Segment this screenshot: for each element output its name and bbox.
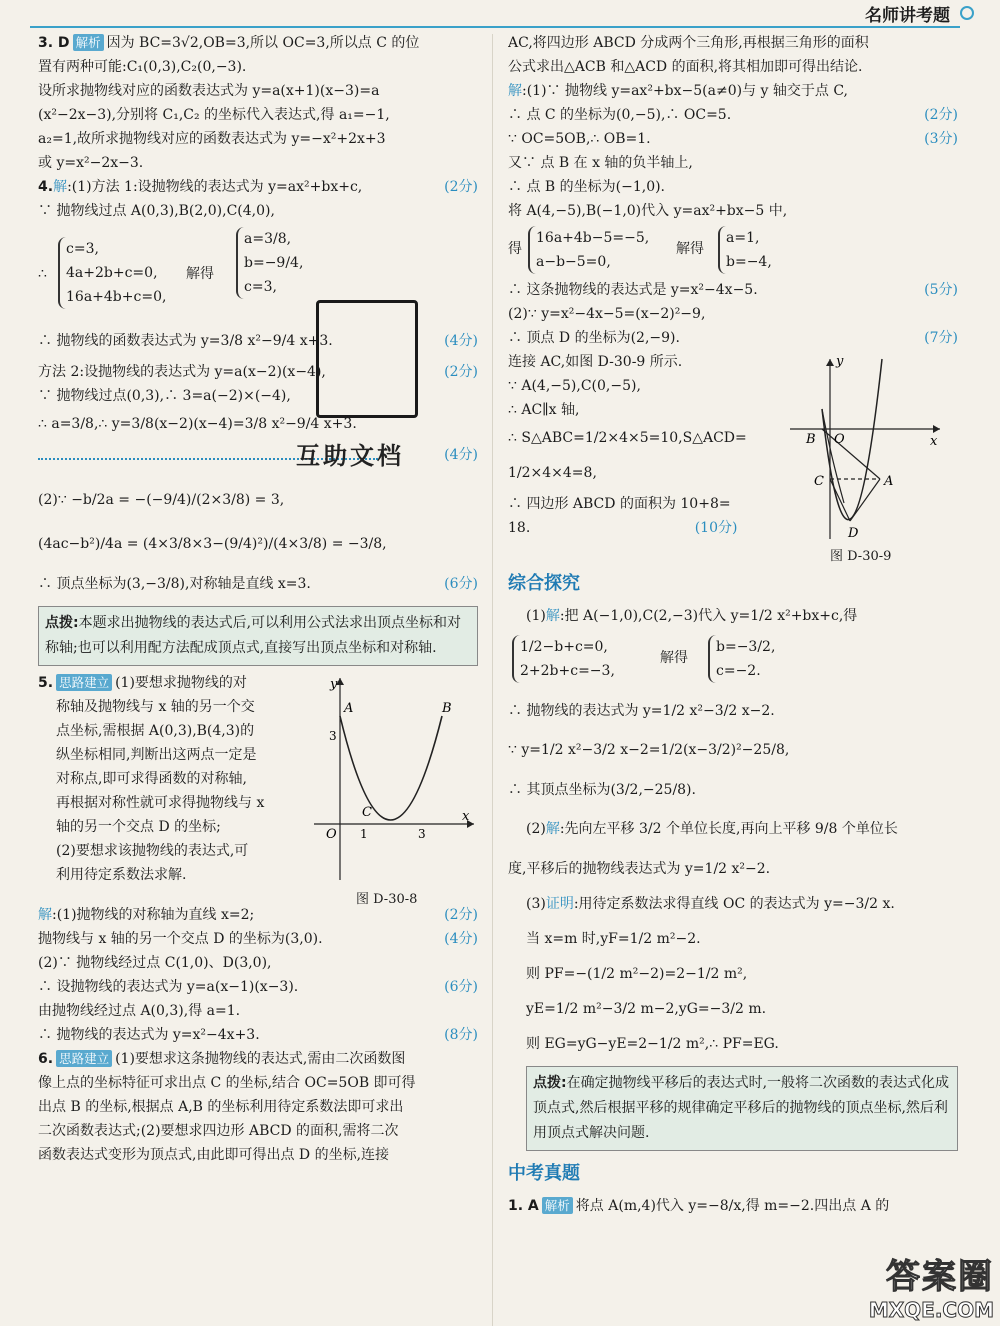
tick-label-x-1: 1 [360, 827, 368, 841]
q3-text: 因为 BC=3√2,OB=3,所以 OC=3,所以点 C 的位 [106, 35, 420, 51]
solution-value: a=1, [726, 230, 760, 246]
z-text: :先向左平移 3/2 个单位长度,再向上平移 9/8 个单位长 [559, 821, 898, 837]
q5-solution-3: (2)∵ 抛物线经过点 C(1,0)、D(3,0), [38, 955, 272, 971]
tip-text: 在确定抛物线平移后的表达式时,一般将二次函数的表达式化成顶点式,然后根据平移的规律确定平移后的抛物线的顶点坐标,然后利用顶点式解决问题. [533, 1075, 950, 1141]
q5-block [38, 674, 478, 906]
solution-tag: 解 [38, 907, 52, 923]
header-rule [30, 26, 960, 28]
solution-tag: 解 [53, 179, 68, 195]
q6-number: 6. [38, 1051, 54, 1067]
q5-solution-4 [38, 978, 478, 997]
axis-label-x: x [930, 434, 938, 449]
equation: 1/2−b+c=0, [520, 639, 608, 655]
score-mark: (6分) [441, 571, 478, 597]
q4-text: ∴ 抛物线的函数表达式为 y=3/8 x²−9/4 x+3. [38, 333, 333, 349]
therefore-symbol: ∴ [38, 266, 47, 282]
q3-line-6: 或 y=x²−2x−3. [38, 155, 144, 171]
section-heading-comprehensive: 综合探究 [508, 573, 580, 594]
q4-line-6: ∴ a=3/8,∴ y=3/8(x−2)(x−4)=3/8 x²−9/4 x+3. [38, 416, 357, 432]
q6-line-5: 函数表达式变形为顶点式,由此即可得出点 D 的坐标,连接 [38, 1147, 390, 1163]
solution-system [236, 227, 303, 299]
q6-line-4: 二次函数表达式;(2)要想求四边形 ABCD 的面积,需将二次 [38, 1123, 399, 1139]
score-mark: (3分) [921, 130, 958, 149]
q5-line-6: 再根据对称性就可求得抛物线与 x [56, 795, 265, 811]
axis-label-y: y [330, 677, 338, 692]
q5-text: (1)要想求抛物线的对 [115, 675, 247, 691]
z-equation-system [508, 631, 958, 693]
q6-text: ∴ 这条抛物线的表达式是 y=x²−4x−5. [508, 282, 758, 298]
q3-number: 3. D [38, 35, 70, 51]
q5-line-8: (2)要想求该抛物线的表达式,可 [56, 843, 249, 859]
q4-number: 4. [38, 179, 54, 195]
q5-text: 抛物线与 x 轴的另一个交点 D 的坐标为(3,0). [38, 931, 323, 947]
q6-solution-8: (2)∵ y=x²−4x−5=(x−2)²−9, [508, 306, 706, 322]
q3-line-2: 置有两种可能:C₁(0,3),C₂(0,−3). [38, 59, 247, 75]
equation-system [58, 237, 166, 309]
q6-line-1 [38, 1050, 478, 1069]
q4-line-2: ∵ 抛物线过点 A(0,3),B(2,0),C(4,0), [38, 203, 275, 219]
stamp-text: 互助文档 [296, 442, 404, 470]
score-mark: (2分) [441, 178, 478, 197]
q6-solution-3 [508, 130, 958, 149]
equation: c=3, [66, 241, 99, 257]
q6-figure-block [508, 353, 958, 563]
tick-label-y-3: 3 [329, 729, 337, 743]
z-line-11: 则 EG=yG−yE=2−1/2 m²,∴ PF=EG. [526, 1036, 779, 1052]
solution-value: b=−9/4, [244, 255, 304, 271]
left-column [38, 34, 478, 1326]
exam-text: 将点 A(m,4)代入 y=−8/x,得 m=−2.四出点 A 的 [575, 1198, 890, 1214]
z-tip-box [526, 1066, 958, 1151]
parabola-figure-d30-9 [786, 353, 946, 543]
solution-tag: 解 [508, 83, 522, 99]
q6-cont-1: AC,将四边形 ABCD 分成两个三角形,再根据三角形的面积 [508, 35, 869, 51]
q6-solution-2 [508, 106, 958, 125]
q6-solution-13: ∴ S△ABC=1/2×4×5=10,S△ACD= [508, 430, 747, 446]
section-heading-exam: 中考真题 [508, 1163, 580, 1184]
q6-solution-15: ∴ 四边形 ABCD 的面积为 10+8= [508, 496, 731, 512]
axis-label-x: x [462, 809, 470, 824]
solve-label: 解得 [660, 650, 688, 666]
score-mark: (7分) [921, 329, 958, 348]
q4-text: :(1)方法 1:设抛物线的表达式为 y=ax²+bx+c, [67, 179, 363, 195]
score-mark: (8分) [441, 1026, 478, 1045]
solve-label: 解得 [186, 266, 214, 282]
q4-line-9 [38, 571, 478, 597]
figure-caption: 图 D-30-9 [830, 549, 892, 564]
q6-text: ∴ 点 C 的坐标为(0,−5),∴ OC=5. [508, 107, 732, 123]
score-mark: (4分) [441, 328, 478, 354]
solution-system [708, 635, 775, 683]
score-mark: (10分) [694, 520, 738, 536]
tip-title: 点拨: [533, 1075, 567, 1091]
get-label: 得 [508, 241, 522, 257]
q5-line-4: 纵坐标相同,判断出这两点一定是 [56, 747, 257, 763]
q6-solution-1 [508, 82, 958, 101]
q5-solution-6 [38, 1026, 478, 1045]
exam-q1-line [508, 1197, 958, 1216]
z-line-6: 度,平移后的抛物线表达式为 y=1/2 x²−2. [508, 861, 771, 877]
part-number: (3) [526, 896, 546, 912]
header-circle-icon [960, 6, 974, 20]
equation: 2+2b+c=−3, [520, 663, 615, 679]
q6-solution-5: ∴ 点 B 的坐标为(−1,0). [508, 179, 666, 195]
q4-text: ∴ 顶点坐标为(3,−3/8),对称轴是直线 x=3. [38, 576, 311, 592]
q6-line-2: 像上点的坐标特征可求出点 C 的坐标,结合 OC=5OB 即可得 [38, 1075, 416, 1091]
q3-line-4: (x²−2x−3),分别将 C₁,C₂ 的坐标代入表达式,得 a₁=−1, [38, 107, 390, 123]
point-label-d: D [848, 526, 859, 541]
equation: 4a+2b+c=0, [66, 265, 158, 281]
q5-line-7: 轴的另一个交点 D 的坐标; [56, 819, 221, 835]
q6-equation-system [508, 226, 958, 276]
stamp-box [316, 300, 418, 418]
q4-score-line [38, 446, 478, 465]
proof-tag: 证明 [545, 896, 574, 912]
tip-text: 本题求出抛物线的表达式后,可以利用公式法求出顶点坐标和对称轴;也可以利用配方法配成顶点式,直接写出顶点坐标和对称轴. [45, 615, 462, 656]
q6-line-3: 出点 B 的坐标,根据点 A,B 的坐标利用待定系数法即可求出 [38, 1099, 404, 1115]
point-label-b: B [442, 701, 452, 716]
point-label-c: C [814, 474, 824, 489]
analysis-tag: 解析 [73, 34, 104, 51]
watermark-url: MXQE.COM [868, 1298, 994, 1322]
q5-line-2: 称轴及抛物线与 x 轴的另一个交 [56, 699, 255, 715]
score-mark: (4分) [441, 446, 478, 465]
score-mark: (2分) [441, 363, 478, 382]
q3-line-1 [38, 34, 478, 53]
q4-line-1 [38, 178, 478, 197]
q5-line-3: 点坐标,需根据 A(0,3),B(4,3)的 [56, 723, 255, 739]
q4-line-8: (4ac−b²)/4a = (4×3/8×3−(9/4)²)/(4×3/8) = −3/8, [38, 536, 387, 552]
score-mark: (2分) [921, 106, 958, 125]
q6-solution-10: 连接 AC,如图 D-30-9 所示. [508, 354, 683, 370]
solve-label: 解得 [676, 241, 704, 257]
z-line-5 [508, 812, 958, 846]
z-line-3: ∵ y=1/2 x²−3/2 x−2=1/2(x−3/2)²−25/8, [508, 742, 790, 758]
tip-title: 点拨: [45, 615, 79, 631]
q5-text: ∴ 设抛物线的表达式为 y=a(x−1)(x−3). [38, 979, 299, 995]
z-line-2: ∴ 抛物线的表达式为 y=1/2 x²−3/2 x−2. [508, 703, 775, 719]
solution-system [718, 226, 772, 274]
q6-cont-2: 公式求出△ACB 和△ACD 的面积,将其相加即可得出结论. [508, 59, 863, 75]
q6-text: ∴ 顶点 D 的坐标为(2,−9). [508, 330, 680, 346]
tick-label-x-3: 3 [418, 827, 426, 841]
idea-tag: 思路建立 [56, 674, 112, 691]
right-column [508, 34, 958, 1326]
header-title: 名师讲考题 [859, 1, 956, 26]
q6-text: :(1)∵ 抛物线 y=ax²+bx−5(a≠0)与 y 轴交于点 C, [522, 83, 848, 99]
z-text: :把 A(−1,0),C(2,−3)代入 y=1/2 x²+bx+c,得 [559, 608, 858, 624]
watermark-logo [869, 1249, 994, 1322]
z-line-10: yE=1/2 m²−3/2 m−2,yG=−3/2 m. [526, 1001, 767, 1017]
score-mark: (6分) [441, 978, 478, 997]
q5-solution-2 [38, 930, 478, 949]
solution-value: b=−4, [726, 254, 772, 270]
equation: 16a+4b+c=0, [66, 289, 167, 305]
score-mark: (2分) [441, 906, 478, 925]
equation: a−b−5=0, [536, 254, 611, 270]
q6-solution-12: ∴ AC∥x 轴, [508, 402, 580, 418]
q6-text: 18. [508, 520, 531, 536]
page-header [0, 0, 1000, 30]
q5-line-5: 对称点,即可求得函数的对称轴, [56, 771, 247, 787]
part-number: (2) [526, 821, 546, 837]
q5-solution-1 [38, 906, 478, 925]
q4-text: 方法 2:设抛物线的表达式为 y=a(x−2)(x−4), [38, 364, 326, 380]
q4-tip-box [38, 606, 478, 666]
point-label-a: A [344, 701, 354, 716]
solution-tag: 解 [545, 821, 560, 837]
z1-line [508, 607, 958, 626]
q5-text: ∴ 抛物线的表达式为 y=x²−4x+3. [38, 1027, 260, 1043]
equation-system [528, 226, 649, 274]
q6-solution-4: 又∵ 点 B 在 x 轴的负半轴上, [508, 155, 693, 171]
q5-solution-5: 由抛物线经过点 A(0,3),得 a=1. [38, 1003, 241, 1019]
parabola-figure-d30-8 [310, 674, 478, 884]
equation: 16a+4b−5=−5, [536, 230, 650, 246]
solution-value: c=3, [244, 279, 277, 295]
q6-solution-7 [508, 281, 958, 300]
q6-solution-16 [508, 519, 798, 538]
solution-value: c=−2. [716, 663, 761, 679]
idea-tag: 思路建立 [56, 1050, 112, 1067]
q5-text: :(1)抛物线的对称轴为直线 x=2; [52, 907, 255, 923]
q6-solution-9 [508, 329, 958, 348]
q6-solution-14: 1/2×4×4=8, [508, 465, 597, 481]
z-text: :用待定系数法求得直线 OC 的表达式为 y=−3/2 x. [573, 896, 895, 912]
exam-q1-number: 1. A [508, 1198, 539, 1214]
score-mark: (4分) [441, 930, 478, 949]
z-line-8: 当 x=m 时,yF=1/2 m²−2. [526, 931, 701, 947]
equation-system [512, 635, 615, 683]
q3-line-5: a₂=1,故所求抛物线对应的函数表达式为 y=−x²+2x+3 [38, 131, 386, 147]
z-line-9: 则 PF=−(1/2 m²−2)=2−1/2 m², [526, 966, 748, 982]
column-divider [492, 34, 493, 1326]
q5-number: 5. [38, 675, 54, 691]
q5-line-9: 利用待定系数法求解. [56, 867, 187, 883]
part-number: (1) [526, 608, 546, 624]
q6-text: (1)要想求这条抛物线的表达式,需由二次函数图 [115, 1051, 406, 1067]
origin-label: O [326, 827, 337, 842]
q6-text: ∵ OC=5OB,∴ OB=1. [508, 131, 651, 147]
solution-tag: 解 [545, 608, 560, 624]
watermark-big: 答案圈 [886, 1257, 994, 1297]
q4-line-5: ∵ 抛物线过点(0,3),∴ 3=a(−2)×(−4), [38, 388, 291, 404]
solution-value: b=−3/2, [716, 639, 776, 655]
solution-value: a=3/8, [244, 231, 292, 247]
origin-label: O [834, 432, 845, 447]
z-line-7 [508, 891, 958, 917]
point-label-c: C [362, 805, 372, 820]
q3-line-3: 设所求抛物线对应的函数表达式为 y=a(x+1)(x−3)=a [38, 83, 380, 99]
point-label-b: B [806, 432, 816, 447]
q4-line-7: (2)∵ −b/2a = −(−9/4)/(2×3/8) = 3, [38, 492, 285, 508]
z-line-4: ∴ 其顶点坐标为(3/2,−25/8). [508, 782, 696, 798]
analysis-tag: 解析 [542, 1197, 573, 1214]
figure-caption: 图 D-30-8 [356, 892, 418, 907]
axis-label-y: y [836, 354, 844, 369]
q6-solution-11: ∵ A(4,−5),C(0,−5), [508, 378, 641, 394]
q6-solution-6: 将 A(4,−5),B(−1,0)代入 y=ax²+bx−5 中, [508, 203, 788, 219]
q5-line-1 [38, 674, 308, 693]
point-label-a: A [884, 474, 894, 489]
score-mark: (5分) [921, 281, 958, 300]
